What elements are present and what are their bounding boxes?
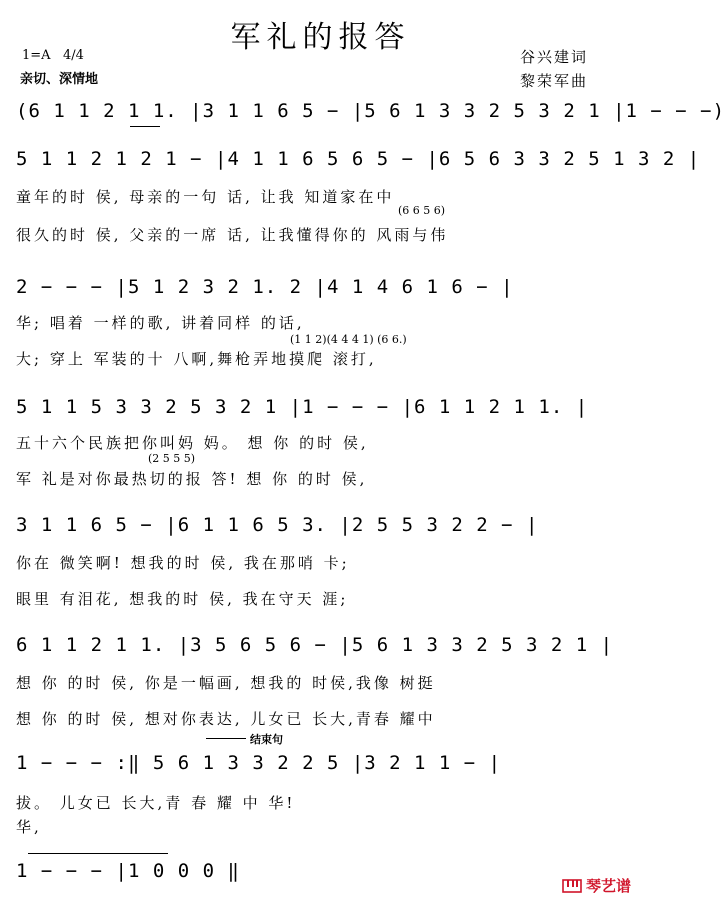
watermark-brand: 琴艺谱 [585, 877, 631, 895]
coda-bracket-line [206, 738, 246, 739]
variant-notes-annotation: (2 5 5 5) [148, 452, 196, 465]
score-line-5: 3 1 1 6 5 − |6 1 1 6 5 3. |2 5 5 3 2 2 − | [16, 514, 539, 536]
piano-logo-icon [563, 877, 586, 895]
key-signature [22, 48, 84, 63]
variant-notes-annotation: (6 6 5 6) [398, 204, 446, 217]
variant-notes-annotation: (1 1 2)(4 4 4 1) (6 6.) [290, 333, 407, 346]
coda-label: 结束句 [250, 733, 283, 746]
watermark [563, 875, 631, 896]
score-line-8: 1 − − − |1 0 0 0 ‖ [16, 860, 240, 882]
lyric-verse-1-line-3: 华; 唱着 一样的歌, 讲着同样 的话, [16, 314, 305, 332]
lyric-verse-1-line-6: 想 你 的时 侯, 你是一幅画, 想我的 时侯,我像 树挺 [16, 674, 436, 692]
page-title: 军礼的报答 [230, 20, 411, 55]
score-line-4: 5 1 1 5 3 3 2 5 3 2 1 |1 − − − |6 1 1 2 1 1. | [16, 396, 589, 418]
lyric-verse-1-line-2: 童年的时 侯, 母亲的一句 话, 让我 知道家在中 [16, 188, 395, 206]
lyric-verse-2-line-4: 军 礼是对你最热切的报 答! 想 你 的时 侯, [16, 470, 368, 488]
score-line-6: 6 1 1 2 1 1. |3 5 6 5 6 − |5 6 1 3 3 2 5 3 2 1 | [16, 634, 614, 656]
lyric-verse-1-line-5: 你在 微笑啊! 想我的时 侯, 我在那哨 卡; [16, 554, 350, 572]
lyric-verse-2-line-2: 很久的时 侯, 父亲的一席 话, 让我懂得你的 风雨与伟 [16, 226, 449, 244]
lyric-verse-2-line-6: 想 你 的时 侯, 想对你表达, 儿女已 长大,青春 耀中 [16, 710, 436, 728]
lyricist-credit: 谷兴建词 [520, 48, 589, 66]
lyric-verse-1-line-7: 拔。 儿女已 长大,青 春 耀 中 华! [16, 794, 296, 812]
time-signature: 4/4 [62, 48, 84, 63]
tempo-mood: 亲切、深情地 [20, 72, 99, 87]
key-label: 1=A [22, 48, 51, 63]
score-line-1: (6 1 1 2 1 1. |3 1 1 6 5 − |5 6 1 3 3 2 5 3 2 1 |1 − − −) [16, 100, 725, 122]
lyric-verse-2-line-3: 大; 穿上 军装的十 八啊,舞枪弄地摸爬 滚打, [16, 350, 377, 368]
lyric-verse-2-line-7: 华, [16, 818, 42, 836]
score-line-3: 2 − − − |5 1 2 3 2 1. 2 |4 1 4 6 1 6 − | [16, 276, 514, 298]
lyric-verse-2-line-5: 眼里 有泪花, 想我的时 侯, 我在守天 涯; [16, 590, 349, 608]
composer-credit: 黎荣军曲 [520, 72, 589, 90]
beam-line [130, 126, 160, 127]
score-line-7: 1 − − − :‖ 5 6 1 3 3 2 2 5 |3 2 1 1 − | [16, 752, 502, 774]
lyric-verse-1-line-4: 五十六个民族把你叫妈 妈。 想 你 的时 侯, [16, 434, 369, 452]
score-line-2: 5 1 1 2 1 2 1 − |4 1 1 6 5 6 5 − |6 5 6 3 3 2 5 1 3 2 | [16, 148, 701, 170]
tie-line [28, 853, 168, 854]
